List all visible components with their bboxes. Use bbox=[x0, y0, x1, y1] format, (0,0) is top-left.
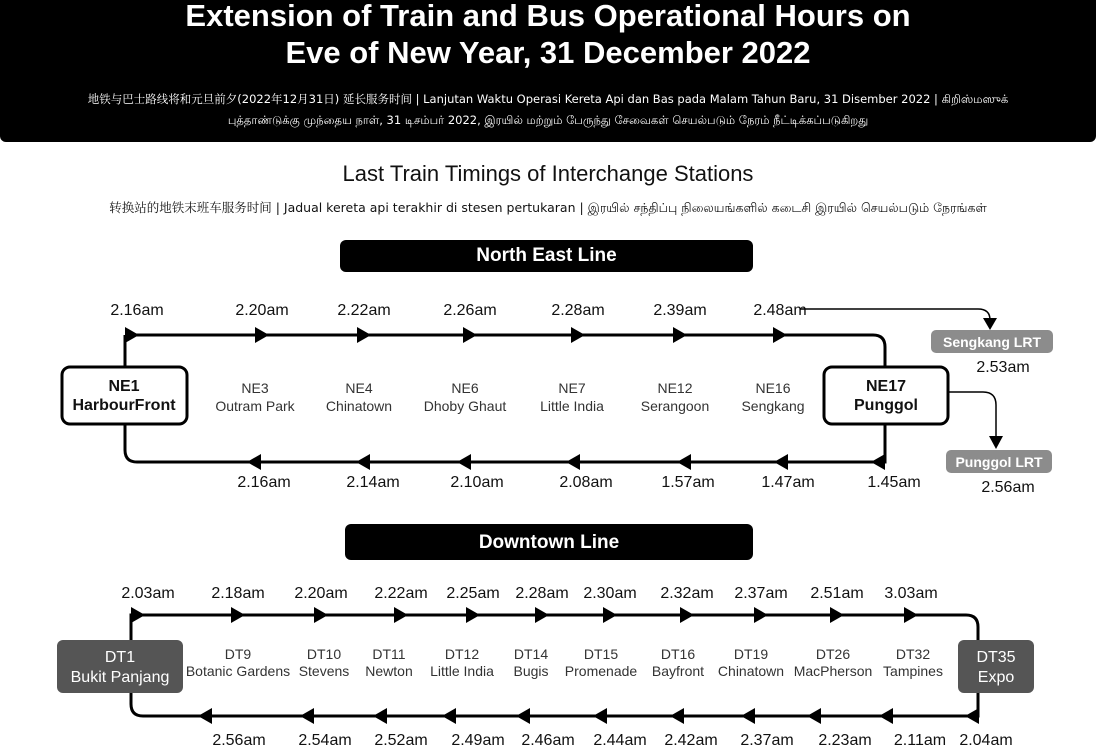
dtl-top-time: 2.25am bbox=[446, 585, 500, 602]
nel-line-label: North East Line bbox=[340, 240, 753, 272]
dtl-top-time: 2.30am bbox=[583, 585, 637, 602]
nel-bottom-arrow bbox=[457, 454, 471, 470]
dtl-top-time: 2.22am bbox=[374, 585, 428, 602]
dtl-station-code: DT10 bbox=[306, 646, 342, 662]
nel-station-code: NE3 bbox=[241, 380, 269, 396]
dtl-bottom-time: 2.04am bbox=[959, 732, 1013, 749]
dtl-top-arrow bbox=[131, 607, 145, 623]
nel-top-time: 2.20am bbox=[235, 302, 289, 319]
nel-top-time: 2.48am bbox=[753, 302, 807, 319]
dtl-top-time: 2.37am bbox=[734, 585, 788, 602]
nel-end-code: NE17 bbox=[865, 378, 907, 395]
dtl-station-name: Newton bbox=[365, 663, 413, 679]
page-title-line1: Extension of Train and Bus Operational Hours on bbox=[185, 0, 911, 33]
nel-top-arrow bbox=[571, 327, 585, 343]
punggol-lrt-time: 2.56am bbox=[981, 479, 1035, 496]
nel-station-name: Outram Park bbox=[215, 398, 295, 414]
dtl-station-code: DT15 bbox=[583, 646, 619, 662]
nel-station-code: NE12 bbox=[657, 380, 693, 396]
dtl-top-arrow bbox=[830, 607, 844, 623]
nel-bottom-time: 2.08am bbox=[559, 474, 613, 491]
nel-bottom-arrow bbox=[356, 454, 370, 470]
dtl-bottom-time: 2.42am bbox=[664, 732, 718, 749]
dtl-bottom-arrow bbox=[442, 708, 456, 724]
nel-station-code: NE4 bbox=[345, 380, 373, 396]
nel-bottom-arrow bbox=[566, 454, 580, 470]
dtl-top-time: 2.20am bbox=[294, 585, 348, 602]
dtl-bottom-time: 2.54am bbox=[298, 732, 352, 749]
nel-top-arrow bbox=[773, 327, 787, 343]
dtl-bottom-arrow bbox=[198, 708, 212, 724]
dtl-bottom-time: 2.46am bbox=[521, 732, 575, 749]
dtl-station-code: DT14 bbox=[513, 646, 549, 662]
nel-bottom-time: 1.45am bbox=[867, 474, 921, 491]
multilingual-subtitle-line1: 地铁与巴士路线将和元旦前夕(2022年12月31日) 延长服务时间 | Lanjutan Waktu Operasi Kereta Api dan Bas pada Malam Tahun Baru, 31 Disember 2022 | கிறிஸ்மஸுக் bbox=[87, 92, 1009, 106]
nel-bottom-arrow bbox=[677, 454, 691, 470]
nel-bottom-time: 2.16am bbox=[237, 474, 291, 491]
dtl-bottom-arrow bbox=[965, 708, 979, 724]
dtl-start-code: DT1 bbox=[104, 649, 136, 666]
dtl-top-arrow bbox=[603, 607, 617, 623]
dtl-track-top bbox=[131, 615, 978, 640]
dtl-top-time: 2.28am bbox=[515, 585, 569, 602]
dtl-station-name: Chinatown bbox=[717, 663, 785, 679]
dtl-top-time: 2.32am bbox=[660, 585, 714, 602]
dtl-track-bottom bbox=[131, 693, 978, 716]
dtl-station-code: DT19 bbox=[733, 646, 769, 662]
nel-top-time: 2.28am bbox=[551, 302, 605, 319]
dtl-top-arrow bbox=[231, 607, 245, 623]
nel-station-name: Serangoon bbox=[640, 398, 710, 414]
dtl-top-arrow bbox=[680, 607, 694, 623]
nel-start-code: NE1 bbox=[108, 378, 140, 395]
dtl-top-arrow bbox=[754, 607, 768, 623]
dtl-station-name: Bugis bbox=[513, 663, 549, 679]
dtl-top-arrow bbox=[466, 607, 480, 623]
dtl-bottom-time: 2.52am bbox=[374, 732, 428, 749]
dtl-top-arrow bbox=[535, 607, 549, 623]
nel-top-time: 2.16am bbox=[110, 302, 164, 319]
dtl-station-name: Stevens bbox=[298, 663, 350, 679]
dtl-bottom-arrow bbox=[741, 708, 755, 724]
dtl-station-name: Promenade bbox=[564, 663, 638, 679]
dtl-bottom-arrow bbox=[670, 708, 684, 724]
dtl-start-name: Bukit Panjang bbox=[70, 669, 170, 686]
dtl-top-arrow bbox=[904, 607, 918, 623]
dtl-bottom-arrow bbox=[373, 708, 387, 724]
nel-station-code: NE7 bbox=[558, 380, 586, 396]
dtl-top-time: 2.18am bbox=[211, 585, 265, 602]
nel-bottom-arrow bbox=[247, 454, 261, 470]
nel-bottom-time: 2.10am bbox=[450, 474, 504, 491]
sengkang-lrt-arrow bbox=[983, 318, 997, 330]
nel-bottom-arrow bbox=[871, 454, 885, 470]
dtl-bottom-arrow bbox=[879, 708, 893, 724]
dtl-line-label: Downtown Line bbox=[345, 524, 753, 560]
nel-station-code: NE16 bbox=[755, 380, 791, 396]
nel-top-arrow bbox=[125, 327, 139, 343]
nel-track-bottom bbox=[125, 424, 885, 462]
section-subtitle: 转换站的地铁末班车服务时间 | Jadual kereta api terakhir di stesen pertukaran | இரயில் சந்திப்பு நிலையங்களில் கடைசி இரயில் செயல்படும் நேரங்கள் bbox=[109, 200, 987, 215]
nel-top-arrow bbox=[463, 327, 477, 343]
dtl-station-code: DT9 bbox=[224, 646, 252, 662]
dtl-station-name: Tampines bbox=[883, 663, 943, 679]
dtl-top-time: 2.51am bbox=[810, 585, 864, 602]
punggol-lrt-connector bbox=[948, 392, 996, 438]
dtl-bottom-arrow bbox=[300, 708, 314, 724]
punggol-lrt-label: Punggol LRT bbox=[955, 454, 1043, 470]
sengkang-lrt-time: 2.53am bbox=[976, 359, 1030, 376]
dtl-bottom-arrow bbox=[593, 708, 607, 724]
nel-track-top bbox=[125, 335, 885, 368]
dtl-station-code: DT11 bbox=[372, 646, 406, 662]
dtl-end-code: DT35 bbox=[976, 649, 1016, 666]
dtl-station-code: DT16 bbox=[660, 646, 696, 662]
dtl-station-name: MacPherson bbox=[793, 663, 873, 679]
dtl-bottom-time: 2.11am bbox=[893, 732, 947, 749]
nel-station-name: Little India bbox=[540, 398, 604, 414]
nel-top-time: 2.26am bbox=[443, 302, 497, 319]
sengkang-lrt-connector bbox=[800, 309, 990, 320]
dtl-bottom-time: 2.49am bbox=[451, 732, 505, 749]
punggol-lrt-arrow bbox=[989, 436, 1003, 449]
dtl-station-name: Botanic Gardens bbox=[185, 663, 291, 679]
page-title-line2: Eve of New Year, 31 December 2022 bbox=[285, 35, 811, 70]
section-title: Last Train Timings of Interchange Stations bbox=[342, 161, 754, 186]
sengkang-lrt-label: Sengkang LRT bbox=[942, 334, 1042, 350]
nel-bottom-time: 1.47am bbox=[761, 474, 815, 491]
dtl-station-code: DT32 bbox=[895, 646, 931, 662]
nel-end-terminal bbox=[824, 367, 948, 424]
nel-bottom-time: 2.14am bbox=[346, 474, 400, 491]
dtl-bottom-time: 2.23am bbox=[818, 732, 872, 749]
dtl-end-name: Expo bbox=[977, 669, 1015, 686]
dtl-station-code: DT26 bbox=[815, 646, 851, 662]
nel-bottom-time: 1.57am bbox=[661, 474, 715, 491]
nel-top-arrow bbox=[673, 327, 687, 343]
nel-top-time: 2.22am bbox=[337, 302, 391, 319]
nel-bottom-arrow bbox=[774, 454, 788, 470]
dtl-top-arrow bbox=[394, 607, 408, 623]
dtl-station-name: Little India bbox=[430, 663, 494, 679]
dtl-bottom-time: 2.56am bbox=[212, 732, 266, 749]
dtl-top-arrow bbox=[314, 607, 328, 623]
dtl-bottom-time: 2.44am bbox=[593, 732, 647, 749]
nel-start-terminal bbox=[62, 367, 187, 424]
nel-top-time: 2.39am bbox=[653, 302, 707, 319]
nel-top-arrow bbox=[357, 327, 371, 343]
dtl-station-name: Bayfront bbox=[651, 663, 705, 679]
nel-station-name: Sengkang bbox=[741, 398, 805, 414]
nel-station-name: Chinatown bbox=[325, 398, 393, 414]
nel-station-code: NE6 bbox=[451, 380, 479, 396]
dtl-top-time: 3.03am bbox=[884, 585, 938, 602]
nel-start-name: HarbourFront bbox=[72, 397, 176, 414]
dtl-bottom-time: 2.37am bbox=[740, 732, 794, 749]
multilingual-subtitle-line2: புத்தாண்டுக்கு முந்தைய நாள், 31 டிசம்பர் 2022, இரயில் மற்றும் பேருந்து சேவைகள் செயல்படும் நேரம் நீட்டிக்கப்படுகிறது bbox=[227, 113, 869, 127]
dtl-top-time: 2.03am bbox=[121, 585, 175, 602]
dtl-bottom-arrow bbox=[807, 708, 821, 724]
nel-top-arrow bbox=[255, 327, 269, 343]
nel-end-name: Punggol bbox=[854, 397, 918, 414]
dtl-bottom-arrow bbox=[516, 708, 530, 724]
nel-station-name: Dhoby Ghaut bbox=[423, 398, 507, 414]
dtl-station-code: DT12 bbox=[444, 646, 480, 662]
